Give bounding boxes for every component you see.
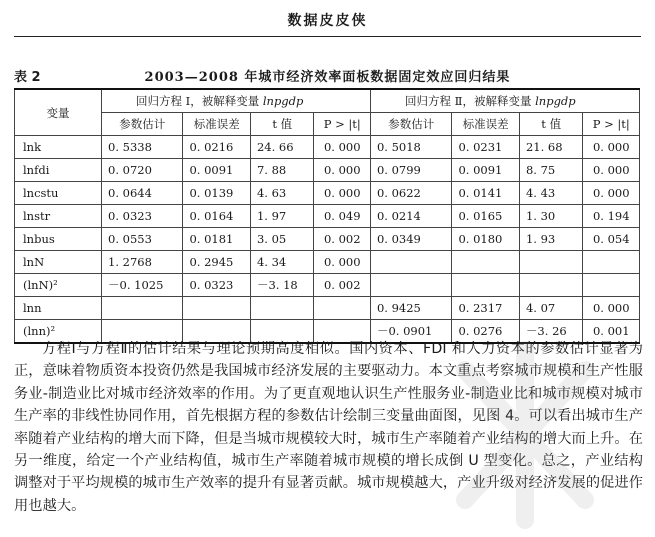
value-cell: －0. 1025 — [102, 274, 183, 297]
value-cell: 0. 0276 — [452, 320, 519, 344]
header-rule — [14, 36, 641, 37]
value-cell: 0. 0553 — [102, 228, 183, 251]
value-cell: 0. 000 — [583, 297, 640, 320]
value-cell: 0. 2945 — [183, 251, 250, 274]
value-cell: 0. 0091 — [452, 159, 519, 182]
value-cell — [452, 251, 519, 274]
value-cell: 4. 34 — [250, 251, 314, 274]
sub-header: t 值 — [250, 113, 314, 136]
value-cell — [583, 274, 640, 297]
body-paragraph: 方程Ⅰ与方程Ⅱ的估计结果与理论预期高度相似。国内资本、FDI 和人力资本的参数估计显著为正，意味着物质资本投资仍然是我国城市经济发展的主要驱动力。本文重点考察城市规模和生产性服务业-制造业比对城市经济效率的作用。为了更直观地认识生产性服务业-制造业比和城市规模对城市生产率的非线性协同作用，首先根据方程的参数估计绘制三变量曲面图，见图 4。可以看出城市生产率随着产业结构的增大而下降，但是当城市规模较大时，城市生产率随着产业结构的增大而上升。在另一维度，给定一个产业结构值，城市生产率随着城市规模的增长成倒 U 型变化。总之，产业结构调整对于平均规模的城市生产效率的提升有显著贡献。城市规模越大，产业升级对经济发展的促进作用也越大。 — [14, 341, 643, 514]
value-cell: 0. 054 — [583, 228, 640, 251]
value-cell: －3. 18 — [250, 274, 314, 297]
variable-cell: (lnN)² — [15, 274, 102, 297]
value-cell: －0. 0901 — [370, 320, 451, 344]
value-cell: 0. 0181 — [183, 228, 250, 251]
sub-header: t 值 — [519, 113, 583, 136]
value-cell: 0. 0231 — [452, 136, 519, 159]
value-cell: 0. 0323 — [102, 205, 183, 228]
table-row — [15, 182, 640, 205]
value-cell: 0. 0349 — [370, 228, 451, 251]
value-cell: 24. 66 — [250, 136, 314, 159]
value-cell: 7. 88 — [250, 159, 314, 182]
value-cell: 0. 9425 — [370, 297, 451, 320]
value-cell — [183, 297, 250, 320]
value-cell: 1. 97 — [250, 205, 314, 228]
value-cell: 0. 2317 — [452, 297, 519, 320]
value-cell: 0. 000 — [314, 251, 371, 274]
value-cell — [250, 297, 314, 320]
value-cell: 0. 0141 — [452, 182, 519, 205]
value-cell: 1. 93 — [519, 228, 583, 251]
variable-cell: lnfdi — [15, 159, 102, 182]
table-row — [15, 297, 640, 320]
value-cell — [519, 274, 583, 297]
value-cell: 3. 05 — [250, 228, 314, 251]
value-cell: 0. 0214 — [370, 205, 451, 228]
value-cell — [452, 274, 519, 297]
value-cell: 0. 002 — [314, 274, 371, 297]
value-cell: 0. 000 — [583, 159, 640, 182]
value-cell: 0. 002 — [314, 228, 371, 251]
value-cell — [314, 297, 371, 320]
table-row — [15, 274, 640, 297]
value-cell: 0. 0139 — [183, 182, 250, 205]
value-cell: －3. 26 — [519, 320, 583, 344]
value-cell: 0. 000 — [583, 136, 640, 159]
sub-header: P > |t| — [314, 113, 371, 136]
sub-header: 标准误差 — [452, 113, 519, 136]
value-cell: 0. 0323 — [183, 274, 250, 297]
value-cell: 1. 30 — [519, 205, 583, 228]
table-label: 表 2 — [14, 70, 41, 85]
variable-cell: lnstr — [15, 205, 102, 228]
sub-header: 标准误差 — [183, 113, 250, 136]
table-row — [15, 159, 640, 182]
running-head: 数据皮皮侠 — [287, 13, 368, 29]
variable-cell: lnk — [15, 136, 102, 159]
value-cell: 0. 001 — [583, 320, 640, 344]
table-row — [15, 228, 640, 251]
value-cell: 0. 000 — [314, 159, 371, 182]
variable-cell: lnbus — [15, 228, 102, 251]
value-cell: 0. 000 — [583, 182, 640, 205]
sub-header: 参数估计 — [102, 113, 183, 136]
table-title: 2003—2008 年城市经济效率面板数据固定效应回归结果 — [144, 70, 511, 85]
value-cell: 0. 5018 — [370, 136, 451, 159]
table-body — [15, 136, 640, 344]
value-cell — [519, 251, 583, 274]
value-cell: 4. 63 — [250, 182, 314, 205]
equation-1-header: 回归方程 Ⅰ，被解释变量 lnpgdp — [102, 89, 371, 113]
value-cell: 0. 194 — [583, 205, 640, 228]
sub-header: P > |t| — [583, 113, 640, 136]
variable-cell: (lnn)² — [15, 320, 102, 344]
value-cell — [102, 297, 183, 320]
value-cell: 0. 0216 — [183, 136, 250, 159]
value-cell: 4. 43 — [519, 182, 583, 205]
table-row — [15, 136, 640, 159]
value-cell: 0. 049 — [314, 205, 371, 228]
value-cell: 0. 000 — [314, 182, 371, 205]
value-cell — [583, 251, 640, 274]
value-cell — [370, 274, 451, 297]
value-cell — [370, 251, 451, 274]
sub-header: 参数估计 — [370, 113, 451, 136]
value-cell: 8. 75 — [519, 159, 583, 182]
equation-2-header: 回归方程 Ⅱ，被解释变量 lnpgdp — [370, 89, 639, 113]
value-cell: 0. 0180 — [452, 228, 519, 251]
value-cell: 0. 0720 — [102, 159, 183, 182]
value-cell: 0. 0644 — [102, 182, 183, 205]
variable-column-header: 变量 — [15, 89, 102, 136]
variable-cell: lnn — [15, 297, 102, 320]
value-cell: 0. 0091 — [183, 159, 250, 182]
regression-table — [14, 88, 640, 344]
table-row — [15, 205, 640, 228]
variable-cell: lncstu — [15, 182, 102, 205]
value-cell: 0. 0165 — [452, 205, 519, 228]
value-cell: 0. 0799 — [370, 159, 451, 182]
value-cell: 1. 2768 — [102, 251, 183, 274]
variable-cell: lnN — [15, 251, 102, 274]
value-cell: 0. 5338 — [102, 136, 183, 159]
value-cell: 0. 0622 — [370, 182, 451, 205]
value-cell: 0. 000 — [314, 136, 371, 159]
value-cell: 21. 68 — [519, 136, 583, 159]
value-cell: 4. 07 — [519, 297, 583, 320]
table-row — [15, 251, 640, 274]
value-cell: 0. 0164 — [183, 205, 250, 228]
